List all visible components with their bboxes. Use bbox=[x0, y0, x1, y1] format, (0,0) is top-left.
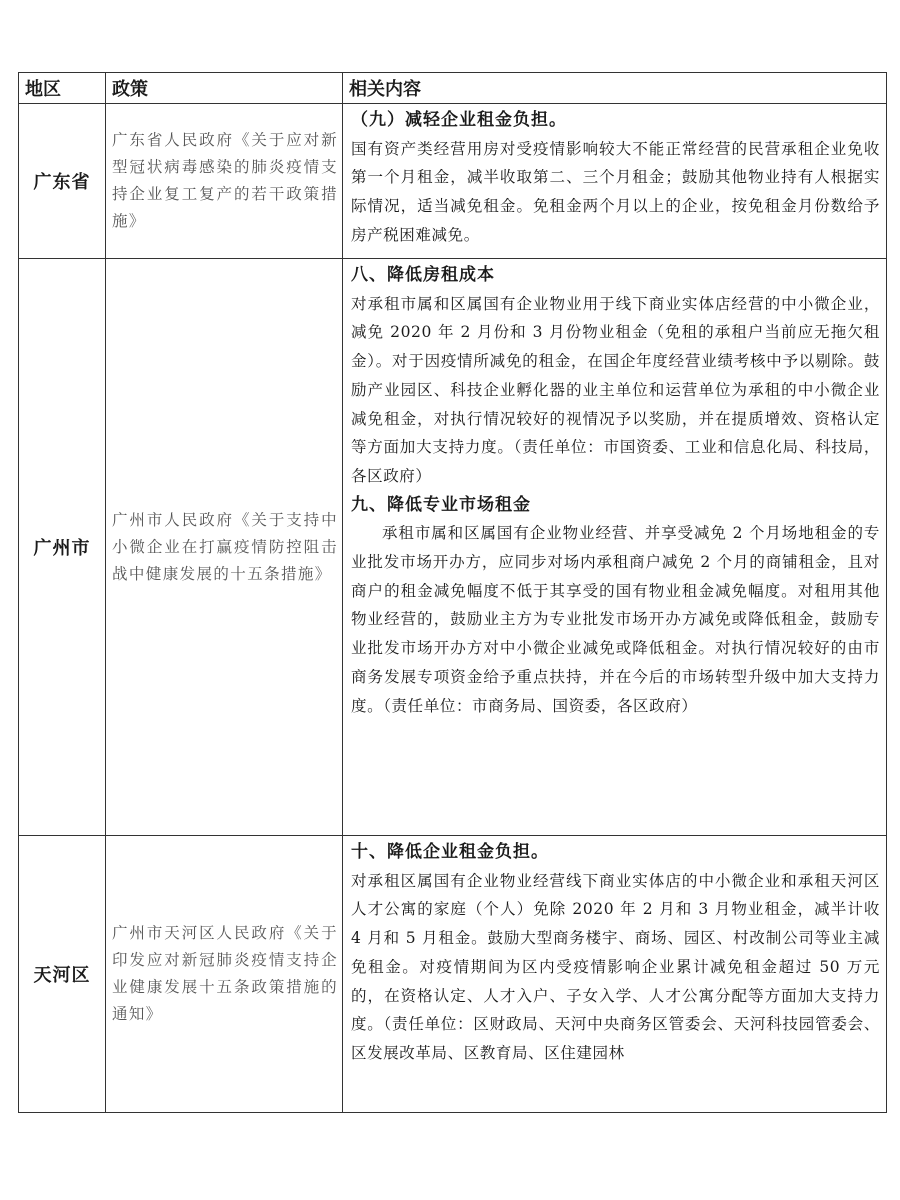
section-body: 承租市属和区属国有企业物业经营、并享受减免 2 个月场地租金的专业批发市场开办方，应同步对场内承租商户减免 2 个月的商铺租金，且对商户的租金减免幅度不低于其享受的国有物业租金减免幅度。对租用其他物业经营的，鼓励业主方为专业批发市场开办方减免或降低租金，鼓励专业批发市场开办方对中小微企业减免或降低租金。对执行情况较好的由市商务发展专项资金给予重点扶持，并在今后的市场转型升级中加大支持力度。（责任单位：市商务局、国资委，各区政府） bbox=[351, 524, 880, 715]
table-row bbox=[19, 259, 887, 836]
header-region: 地区 bbox=[19, 73, 106, 104]
region-cell: 天河区 bbox=[19, 836, 106, 1113]
content-cell bbox=[343, 259, 887, 836]
region-cell: 广东省 bbox=[19, 104, 106, 259]
section-heading: （九）减轻企业租金负担。 bbox=[351, 110, 567, 130]
policy-cell: 广州市人民政府《关于支持中小微企业在打赢疫情防控阻击战中健康发展的十五条措施》 bbox=[106, 259, 343, 836]
table-header-row bbox=[19, 73, 887, 104]
policy-cell: 广东省人民政府《关于应对新型冠状病毒感染的肺炎疫情支持企业复工复产的若干政策措施》 bbox=[106, 104, 343, 259]
region-cell: 广州市 bbox=[19, 259, 106, 836]
section-body: 对承租区属国有企业物业经营线下商业实体店的中小微企业和承租天河区人才公寓的家庭（个人）免除 2020 年 2 月和 3 月物业租金，减半计收 4 月和 5 月租金。鼓励大型商务楼宇、商场、园区、村改制公司等业主减免租金。对疫情期间为区内受疫情影响企业累计减免租金超过 50 万元的，在资格认定、人才入户、子女入学、人才公寓分配等方面加大支持力度。（责任单位：区财政局、天河中央商务区管委会、天河科技园管委会、区发展改革局、区教育局、区住建园林 bbox=[351, 871, 880, 1062]
section-heading: 八、降低房租成本 bbox=[351, 265, 495, 285]
section-body: 国有资产类经营用房对受疫情影响较大不能正常经营的民营承租企业免收第一个月租金，减半收取第二、三个月租金；鼓励其他物业持有人根据实际情况，适当减免租金。免租金两个月以上的企业，按免租金月份数给予房产税困难减免。 bbox=[351, 139, 880, 244]
content-clip bbox=[351, 838, 880, 1106]
content-cell bbox=[343, 104, 887, 259]
header-policy: 政策 bbox=[106, 73, 343, 104]
section-heading: 十、降低企业租金负担。 bbox=[351, 842, 549, 862]
policy-table bbox=[18, 72, 887, 1113]
table-row bbox=[19, 104, 887, 259]
header-content: 相关内容 bbox=[343, 73, 887, 104]
table-row bbox=[19, 836, 887, 1113]
content-cell bbox=[343, 836, 887, 1113]
policy-cell: 广州市天河区人民政府《关于印发应对新冠肺炎疫情支持企业健康发展十五条政策措施的通知》 bbox=[106, 836, 343, 1113]
section-heading: 九、降低专业市场租金 bbox=[351, 494, 531, 515]
section-body: 对承租市属和区属国有企业物业用于线下商业实体店经营的中小微企业，减免 2020 年 2 月份和 3 月份物业租金（免租的承租户当前应无拖欠租金）。对于因疫情所减免的租金，在国企年度经营业绩考核中予以剔除。鼓励产业园区、科技企业孵化器的业主单位和运营单位为承租的中小微企业减免租金，对执行情况较好的视情况予以奖励，并在提质增效、资格认定等方面加大支持力度。（责任单位：市国资委、工业和信息化局、科技局，各区政府） bbox=[351, 294, 880, 485]
